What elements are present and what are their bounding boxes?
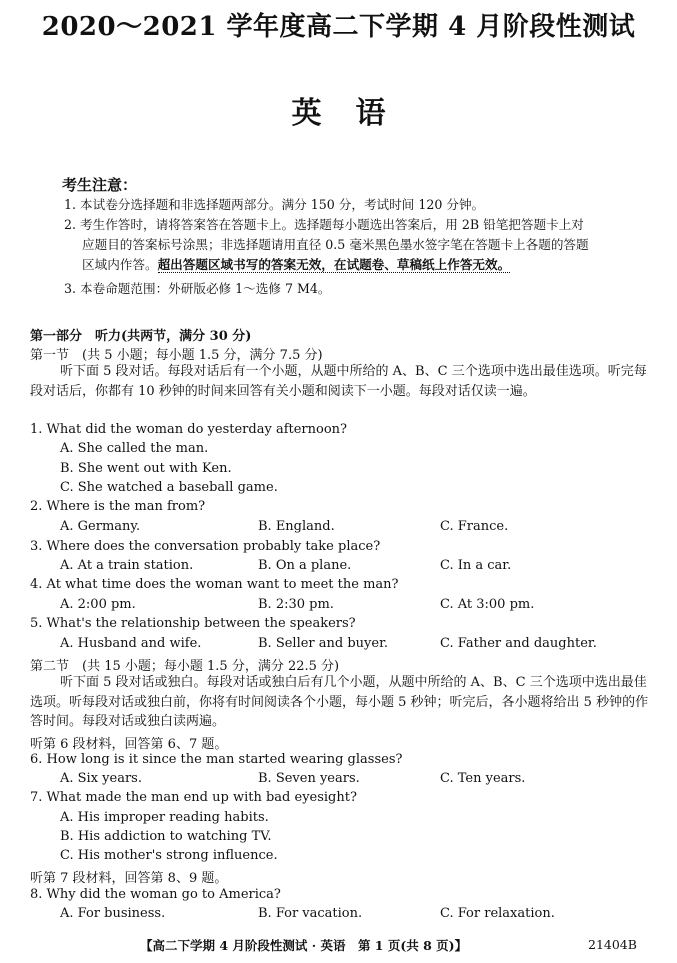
notice-item-2-line-3 xyxy=(82,256,510,274)
question-1-stem: 1. What did the woman do yesterday afternoon? xyxy=(30,422,348,437)
notice-item-1: 1. 本试卷分选择题和非选择题两部分。满分 150 分，考试时间 120 分钟。 xyxy=(64,197,485,212)
question-8-stem: 8. Why did the woman go to America? xyxy=(30,887,281,902)
section2-instructions: 听下面 5 段对话或独白。每段对话或独白后有几个小题，从题中所给的 A、B、C 三个选项中选出最佳选项。听每段对话或独白前，你将有时间阅读各个小题，每小题 5 秒钟；听完后，各小题将给出 5 秒钟的作答时间。每段对话或独白读两遍。 xyxy=(30,675,649,730)
question-5-option-b: B. Seller and buyer. xyxy=(258,636,388,651)
question-3-option-b: B. On a plane. xyxy=(258,558,352,573)
question-2-stem: 2. Where is the man from? xyxy=(30,499,206,514)
question-4-option-c: C. At 3:00 pm. xyxy=(440,597,535,612)
question-6-stem: 6. How long is it since the man started wearing glasses? xyxy=(30,752,403,767)
notice-heading: 考生注意： xyxy=(62,176,138,194)
question-7-option-c: C. His mother's strong influence. xyxy=(60,848,278,863)
subject-title: 英语 xyxy=(291,96,420,131)
notice-emphasis: 超出答题区域书写的答案无效，在试题卷、草稿纸上作答无效。 xyxy=(157,257,511,272)
question-2-option-c: C. France. xyxy=(440,519,509,534)
material-7-note: 听第 7 段材料，回答第 8、9 题。 xyxy=(30,871,228,886)
question-1-option-c: C. She watched a baseball game. xyxy=(60,480,278,495)
question-7-option-a: A. His improper reading habits. xyxy=(60,810,269,825)
question-4-option-b: B. 2:30 pm. xyxy=(258,597,334,612)
question-4-stem: 4. At what time does the woman want to meet the man? xyxy=(30,577,399,592)
question-4-option-a: A. 2:00 pm. xyxy=(60,597,136,612)
notice-item-2-line-2: 应题目的答案标号涂黑；非选择题请用直径 0.5 毫米黑色墨水签字笔在答题卡上各题的答题 xyxy=(82,237,589,252)
part1-heading: 第一部分 听力(共两节，满分 30 分) xyxy=(30,329,252,344)
section1-heading: 第一节 (共 5 小题；每小题 1.5 分，满分 7.5 分) xyxy=(30,348,323,363)
question-3-stem: 3. Where does the conversation probably take place? xyxy=(30,539,381,554)
question-8-option-a: A. For business. xyxy=(60,906,166,921)
question-7-stem: 7. What made the man end up with bad eyesight? xyxy=(30,790,357,805)
question-2-option-a: A. Germany. xyxy=(60,519,141,534)
question-1-option-b: B. She went out with Ken. xyxy=(60,461,232,476)
notice-item-2-line-1: 2. 考生作答时，请将答案答在答题卡上。选择题每小题选出答案后，用 2B 铅笔把答题卡上对 xyxy=(64,217,584,232)
question-3-option-a: A. At a train station. xyxy=(60,558,194,573)
question-5-option-c: C. Father and daughter. xyxy=(440,636,597,651)
section2-heading: 第二节 (共 15 小题；每小题 1.5 分，满分 22.5 分) xyxy=(30,659,340,674)
exam-code: 21404B xyxy=(588,937,637,952)
question-7-option-b: B. His addiction to watching TV. xyxy=(60,829,272,844)
question-8-option-c: C. For relaxation. xyxy=(440,906,555,921)
question-6-option-a: A. Six years. xyxy=(60,771,142,786)
question-5-option-a: A. Husband and wife. xyxy=(60,636,202,651)
exam-title: 2020～2021 学年度高二下学期 4 月阶段性测试 xyxy=(41,12,636,42)
question-1-option-a: A. She called the man. xyxy=(60,441,209,456)
page-footer: 【高二下学期 4 月阶段性测试 · 英语 第 1 页(共 8 页)】 xyxy=(140,938,468,953)
material-6-note: 听第 6 段材料，回答第 6、7 题。 xyxy=(30,737,228,752)
question-6-option-c: C. Ten years. xyxy=(440,771,526,786)
question-5-stem: 5. What's the relationship between the speakers? xyxy=(30,616,356,631)
question-2-option-b: B. England. xyxy=(258,519,335,534)
question-8-option-b: B. For vacation. xyxy=(258,906,363,921)
question-6-option-b: B. Seven years. xyxy=(258,771,360,786)
question-3-option-c: C. In a car. xyxy=(440,558,512,573)
notice-item-3: 3. 本卷命题范围：外研版必修 1～选修 7 M4。 xyxy=(64,281,331,296)
section1-instructions: 听下面 5 段对话。每段对话后有一个小题，从题中所给的 A、B、C 三个选项中选出最佳选项。听完每段对话后，你都有 10 秒钟的时间来回答有关小题和阅读下一小题。每段对话仅读一遍。 xyxy=(30,364,647,399)
notice-item-2-prefix: 区域内作答。 xyxy=(82,257,158,272)
